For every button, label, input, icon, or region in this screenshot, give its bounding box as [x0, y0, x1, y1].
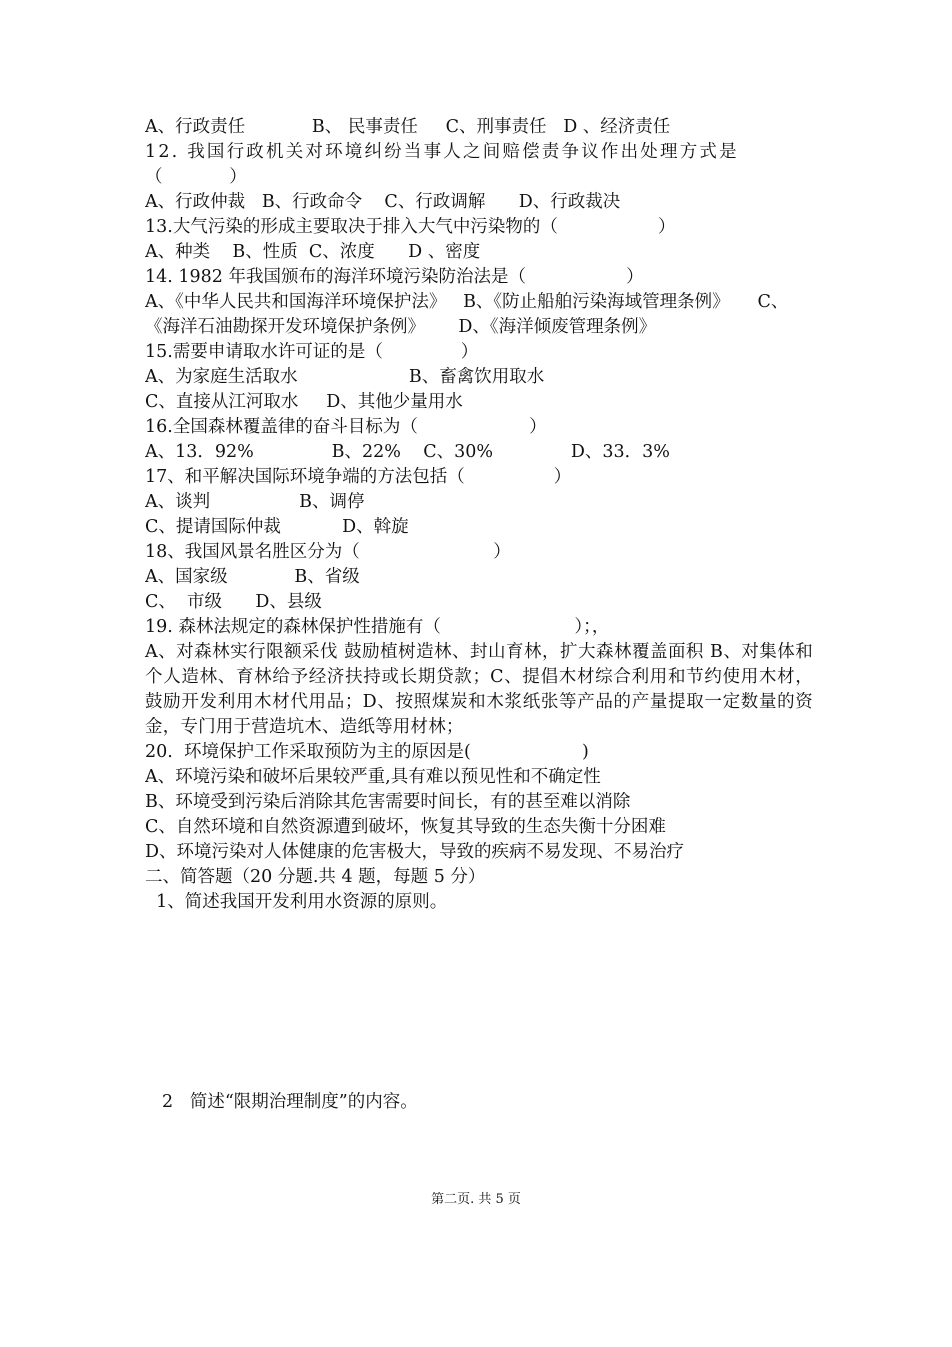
q16-options: A、13．92% B、22% C、30% D、33．3%	[145, 442, 670, 462]
q19-stem: 19. 森林法规定的森林保护性措施有（ ）；，	[145, 617, 610, 637]
short-answer-1: 1、简述我国开发利用水资源的原则。	[145, 892, 448, 912]
q17-stem: 17、和平解决国际环境争端的方法包括（ ）	[145, 467, 572, 487]
q14-options-line2: 《海洋石油勘探开发环境保护条例》 D、《海洋倾废管理条例》	[145, 317, 657, 337]
q17-options-line1: A、谈判 B、调停	[145, 492, 365, 512]
q15-options-line1: A、为家庭生活取水 B、畜禽饮用取水	[145, 367, 545, 387]
q20-option-c: C、自然环境和自然资源遭到破坏，恢复其导致的生态失衡十分困难	[145, 817, 666, 837]
page-footer: 第二页. 共 5 页	[431, 1192, 521, 1207]
q13-options: A、种类 B、性质 C、浓度 D 、密度	[145, 242, 481, 262]
short-answer-2: 2 简述“限期治理制度”的内容。	[162, 1092, 418, 1112]
q18-options-line2: C、 市级 D、县级	[145, 592, 322, 612]
section-two-heading: 二、简答题（20 分题.共 4 题，每题 5 分）	[145, 867, 486, 887]
q20-option-d: D、环境污染对人体健康的危害极大，导致的疾病不易发现、不易治疗	[145, 842, 685, 862]
q18-stem: 18、我国风景名胜区分为（ ）	[145, 542, 511, 562]
q13-stem: 13.大气污染的形成主要取决于排入大气中污染物的（ ）	[145, 217, 676, 237]
q11-options: A、行政责任 B、 民事责任 C、刑事责任 D 、经济责任	[145, 117, 671, 137]
q18-options-line1: A、国家级 B、省级	[145, 567, 360, 587]
q12-stem: 12. 我国行政机关对环境纠纷当事人之间赔偿责争议作出处理方式是	[145, 142, 739, 162]
q20-stem: 20. 环境保护工作采取预防为主的原因是( )	[145, 742, 589, 762]
q15-stem: 15.需要申请取水许可证的是（ ）	[145, 342, 479, 362]
q14-stem: 14. 1982 年我国颁布的海洋环境污染防治法是（ ）	[145, 267, 644, 287]
q15-options-line2: C、直接从江河取水 D、其他少量用水	[145, 392, 463, 412]
q12-options: A、行政仲裁 B、行政命令 C、行政调解 D、行政裁决	[145, 192, 621, 212]
q20-option-a: A、环境污染和破坏后果较严重,具有难以预见性和不确定性	[145, 767, 601, 787]
q16-stem: 16.全国森林覆盖律的奋斗目标为（ ）	[145, 417, 547, 437]
q14-options-line1: A、《中华人民共和国海洋环境保护法》 B、《防止船舶污染海域管理条例》 C、	[145, 292, 789, 312]
q12-blank: （ ）	[145, 167, 247, 187]
q17-options-line2: C、提请国际仲裁 D、斡旋	[145, 517, 409, 537]
q20-option-b: B、环境受到污染后消除其危害需要时间长，有的甚至难以消除	[145, 792, 631, 812]
q19-options-paragraph: A、对森林实行限额采伐 鼓励植树造林、封山育林，扩大森林覆盖面积 B、对集体和个人造林、育林给予经济扶持或长期贷款；C、提倡木材综合利用和节约使用木材，鼓励开发利用木材代用品；D、按照煤炭和木浆纸张等产品的产量提取一定数量的资金，专门用于营造坑木、造纸等用材林；	[145, 642, 813, 737]
question-content	[145, 115, 813, 915]
